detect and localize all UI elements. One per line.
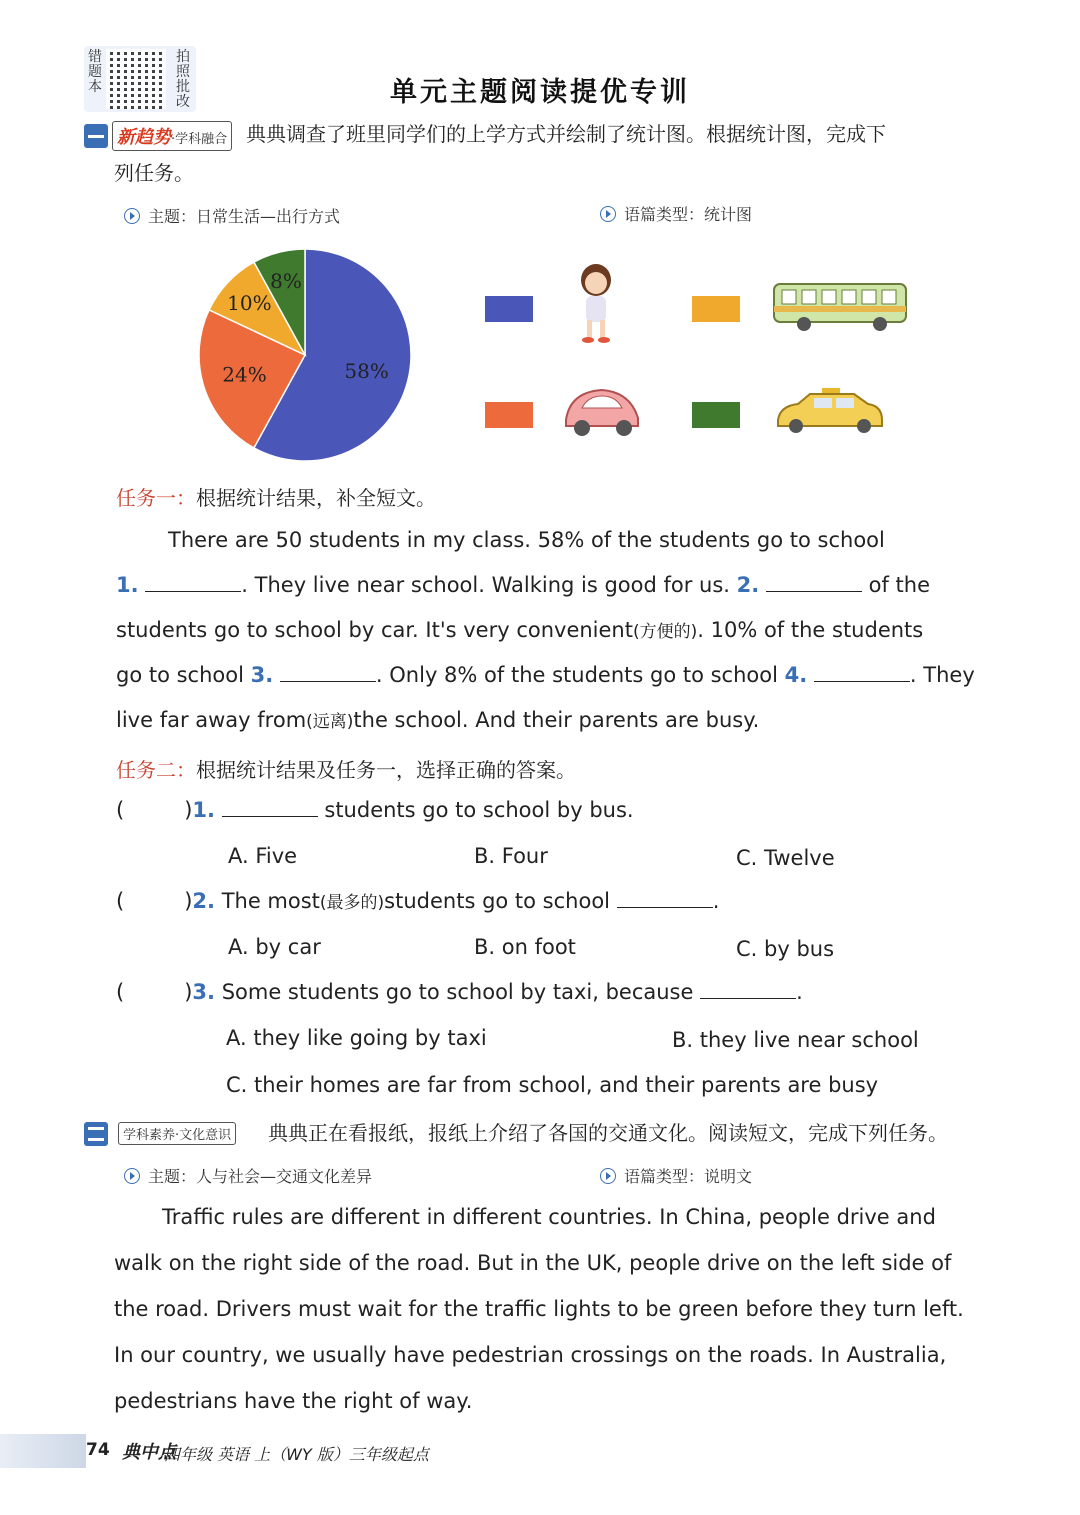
question-1: ( )1. students go to school by bus. [116,798,634,822]
book-info: 四年级 英语 上（WY 版）三年级起点 [164,1445,429,1464]
section-one-badge [84,124,108,148]
traffic-passage-line-2: walk on the right side of the road. But in the UK, people drive on the left side of [114,1251,952,1275]
task-one-heading: 任务一：根据统计结果，补全短文。 [116,486,436,510]
blank-1[interactable] [145,575,241,592]
passage-line-4: go to school 3. . Only 8% of the students go to school 4. . They [116,663,975,687]
q2-option-b[interactable]: B. on foot [474,935,576,959]
qr-right-label: 拍照批改 [176,49,190,110]
question-3: ( )3. Some students go to school by taxi, because . [116,980,803,1004]
section-one-tag: 新趋势·学科融合 [112,121,232,151]
section-two-tag: 学科素养·文化意识 [118,1122,236,1145]
traffic-passage-line-1: Traffic rules are different in different countries. In China, people drive and [162,1205,936,1229]
section-one-genre: 语篇类型：统计图 [600,202,752,225]
traffic-passage-line-3: the road. Drivers must wait for the traffic lights to be green before they turn left. [114,1297,964,1321]
legend-swatch-walk [485,296,533,322]
q3-blank [700,982,796,999]
q3-option-a[interactable]: A. they like going by taxi [226,1026,487,1050]
play-icon [600,1168,616,1184]
section-two-genre: 语篇类型：说明文 [600,1164,752,1187]
passage-line-3: students go to school by car. It's very convenient(方便的). 10% of the students [116,618,924,642]
blank-2[interactable] [766,575,862,592]
section-two-badge [84,1122,108,1146]
q3-option-b[interactable]: B. they live near school [672,1028,919,1052]
car-icon [560,384,644,442]
legend-swatch-taxi [692,402,740,428]
q1-option-a[interactable]: A. Five [228,844,298,868]
pie-label-24: 24% [222,362,267,387]
taxi-icon [774,386,886,436]
section-two-intro: 典典正在看报纸，报纸上介绍了各国的交通文化。阅读短文，完成下列任务。 [268,1121,948,1145]
pie-chart [190,240,420,470]
q2-blank [617,891,713,908]
task-two-heading: 任务二：根据统计结果及任务一，选择正确的答案。 [116,758,576,782]
pie-label-8: 8% [270,269,302,294]
passage-line-2: 1. . They live near school. Walking is good for us. 2. of the [116,573,931,597]
question-2: ( )2. The most(最多的)students go to school . [116,889,720,913]
traffic-passage-line-5: pedestrians have the right of way. [114,1389,473,1413]
pie-label-58: 58% [344,358,389,383]
q3-option-c[interactable]: C. their homes are far from school, and their parents are busy [226,1073,879,1097]
q1-option-b[interactable]: B. Four [474,844,548,868]
page-title: 单元主题阅读提优专训 [390,77,690,108]
pie-label-10: 10% [227,290,272,315]
section-one-theme: 主题：日常生活—出行方式 [124,204,340,227]
blank-3[interactable] [280,665,376,682]
passage-line-1: There are 50 students in my class. 58% of the students go to school [168,528,885,552]
q1-blank [222,800,318,817]
section-one-intro-line1: 典典调查了班里同学们的上学方式并绘制了统计图。根据统计图，完成下 [246,122,886,146]
section-one-intro-line2: 列任务。 [114,161,194,185]
q2-option-c[interactable]: C. by bus [736,937,835,961]
legend-swatch-bus [692,296,740,322]
qr-left-label: 错题本 [88,49,102,95]
section-two-theme: 主题：人与社会—交通文化差异 [124,1164,372,1187]
walking-girl-icon [566,258,626,350]
legend-swatch-car [485,402,533,428]
blank-4[interactable] [814,665,910,682]
q1-option-c[interactable]: C. Twelve [736,846,835,870]
play-icon [124,1168,140,1184]
q2-option-a[interactable]: A. by car [228,935,321,959]
brand-logo: 典中点 [122,1442,176,1463]
page-number: 74 [86,1440,110,1460]
traffic-passage-line-4: In our country, we usually have pedestrian crossings on the roads. In Australia, [114,1343,947,1367]
passage-line-5: live far away from(远离)the school. And their parents are busy. [116,708,760,732]
footer-bar [0,1434,86,1468]
play-icon [600,206,616,222]
play-icon [124,208,140,224]
bus-icon [772,280,908,332]
